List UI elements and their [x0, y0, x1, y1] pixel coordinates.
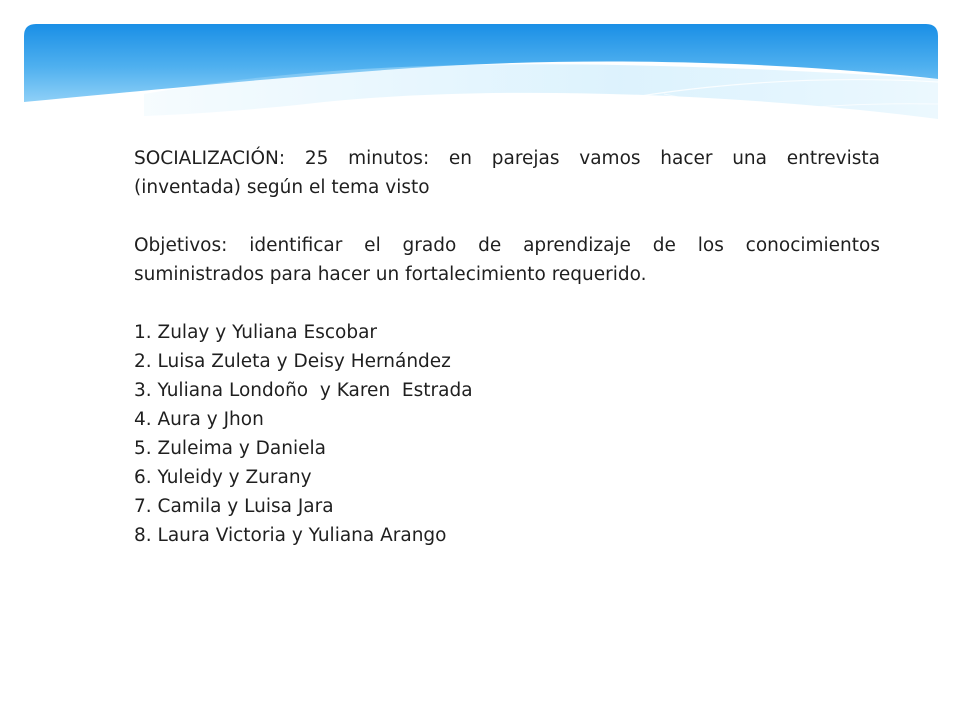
spacer	[134, 289, 880, 318]
list-item: 5. Zuleima y Daniela	[134, 438, 326, 459]
list-item: 4. Aura y Jhon	[134, 409, 264, 430]
list-item: 6. Yuleidy y Zurany	[134, 467, 312, 488]
list-item: 8. Laura Victoria y Yuliana Arango	[134, 525, 447, 546]
spacer	[134, 202, 880, 231]
list-item: 7. Camila y Luisa Jara	[134, 496, 334, 517]
list-item: 1. Zulay y Yuliana Escobar	[134, 322, 378, 343]
pairs-list	[134, 318, 880, 550]
list-item: 3. Yuliana Londoño y Karen Estrada	[134, 380, 473, 401]
list-item: 2. Luisa Zuleta y Deisy Hernández	[134, 351, 451, 372]
socializacion-paragraph: SOCIALIZACIÓN: 25 minutos: en parejas vamos hacer una entrevista (inventada) según el tema visto	[134, 148, 880, 198]
objetivos-paragraph: Objetivos: identificar el grado de aprendizaje de los conocimientos suministrados para hacer un fortalecimiento requerido.	[134, 235, 880, 285]
slide-content	[134, 144, 880, 550]
